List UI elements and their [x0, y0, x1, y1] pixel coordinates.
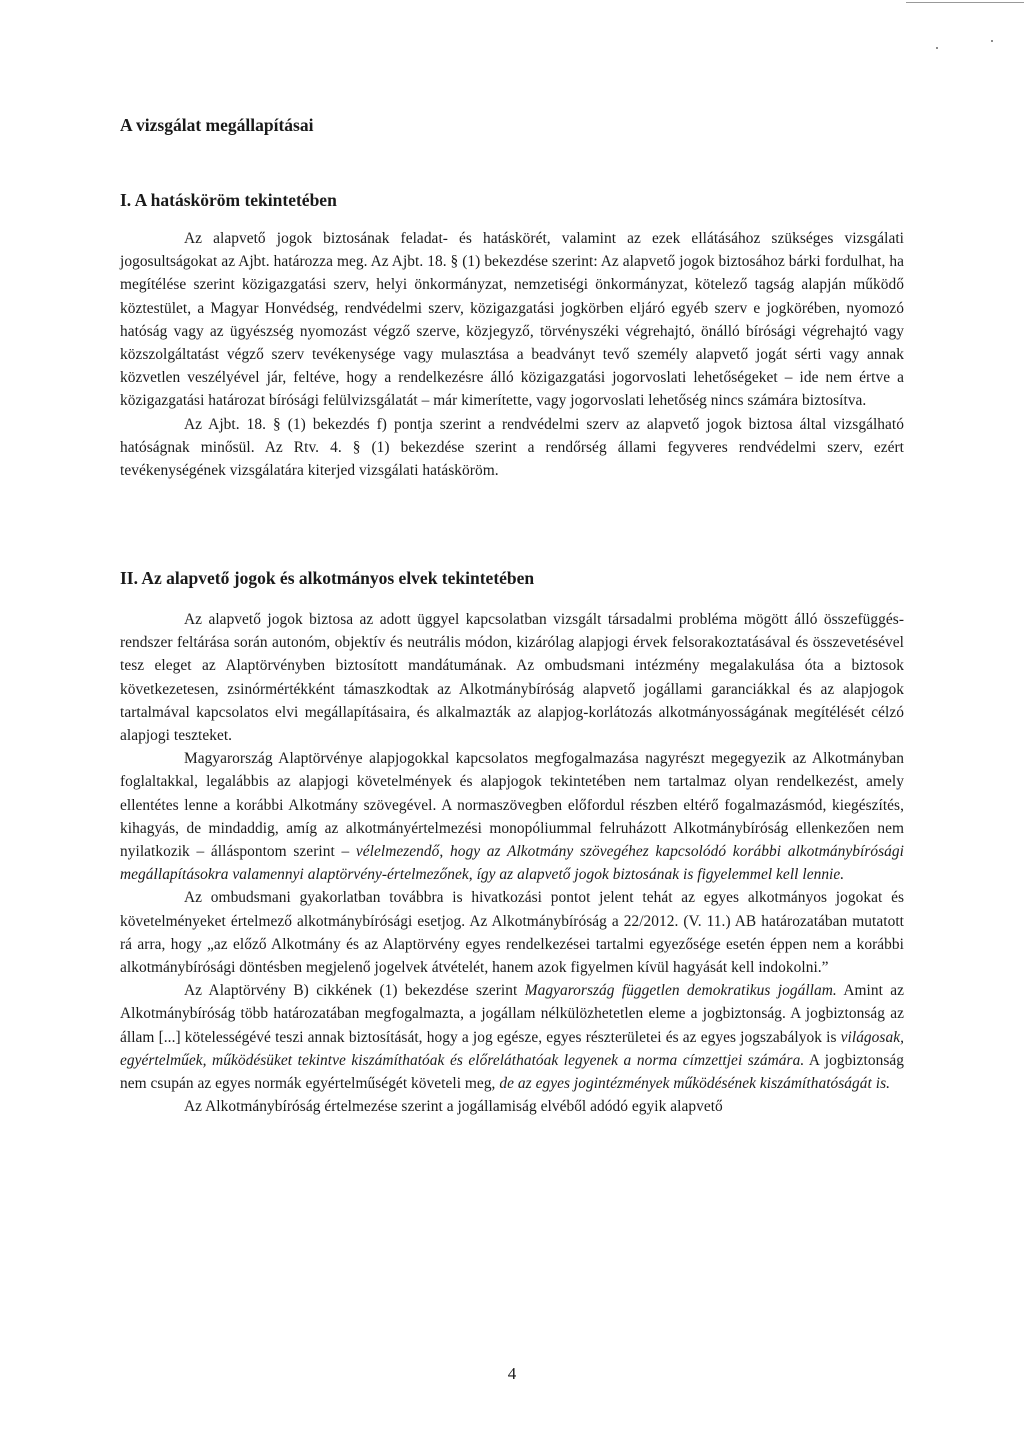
paragraph: Az Ajbt. 18. § (1) bekezdés f) pontja szerint a rendvédelmi szerv az alapvető jogok biztosa által vizsgálható hatóságnak minősül. Az Rtv. 4. § (1) bekezdése szerint a rendőrség állami fegyveres rendvédelmi szerv, ezért tevékenységének vizsgálatára kiterjed vizsgálati hatásköröm. [120, 415, 904, 480]
paragraph-text: Az Alaptörvény B) cikkének (1) bekezdése szerint [184, 982, 518, 1000]
page-number: 4 [507, 1364, 517, 1383]
italic-passage: világosak, egyértelműek, működésüket tekintve kiszámíthatóak és előreláthatóak legyenek a norma címzettjei számára. [120, 1028, 904, 1069]
section-body-competence [120, 227, 904, 482]
italic-passage: vélelmezendő, hogy az Alkotmány szövegéhez kapcsolódó korábbi alkotmánybírósági megállapításokra valamennyi alaptörvény-értelmezőnek, így az alapvető jogok biztosának is figyelemmel kell lennie. [120, 843, 905, 884]
document-title: A vizsgálat megállapításai [120, 115, 314, 135]
scan-speck [936, 47, 938, 49]
section-body-rights [120, 608, 904, 1118]
paragraph [120, 747, 904, 886]
paragraph-text: Magyarország Alaptörvénye alapjogokkal kapcsolatos megfogalmazása nagyrészt megegyezik az Alkotmányban foglaltakkal, legalábbis az alapjogi követelmények és alapjogok tekintetében nem tartalmaz olyan rendelkezést, amely ellentétes lenne a korábbi Alkotmány szövegével. A normaszövegben előfordul részben eltérő fogalmazásmód, kiegészítés, kihagyás, de mindaddig, amíg az alkotmányértelmezési monopóliummal felruházott Alkotmánybíróság ellenkezően nem nyilatkozik – álláspontom szerint – [120, 750, 904, 861]
scan-speck [991, 40, 993, 42]
paragraph: Az ombudsmani gyakorlatban továbbra is hivatkozási pontot jelent tehát az egyes alkotmányos jogokat és követelményeket értelmező alkotmánybírósági esetjog. Az Alkotmánybíróság a 22/2012. (V. 11.) AB határozatában mutatott rá arra, hogy „az előző Alkotmány és az Alaptörvény egyes rendelkezései tartalmi egyezősége esetén éppen nem a korábbi alkotmánybírósági döntésben megjelenő jogelvek átvételét, hanem azok figyelmen kívül hagyását kell indokolni.” [120, 889, 904, 977]
paragraph: Az alapvető jogok biztosa az adott üggyel kapcsolatban vizsgált társadalmi probléma mögött álló összefüggés-rendszer feltárása során autonóm, objektív és neutrális módon, kizárólag alapjogi érvek felsorakoztatásával és összevetésével tesz eleget az Alaptörvényben biztosított mandátumának. Az ombudsmani intézmény megalakulása óta a biztosok következetesen, zsinórmértékként támaszkodtak az Alkotmánybíróság alapvető jogállami garanciákkal és az alapjogok tartalmával kapcsolatos elvi megállapításaira, és alkalmazták az alapjog-korlátozás alkotmányosságának megítélését célzó alapjogi teszteket. [120, 611, 904, 745]
paragraph [120, 979, 904, 1095]
section-heading-rights: II. Az alapvető jogok és alkotmányos elvek tekintetében [120, 568, 535, 588]
italic-passage: de az egyes jogintézmények működésének kiszámíthatóságát is. [499, 1075, 891, 1093]
italic-passage: Magyarország független demokratikus jogállam. [524, 982, 837, 1000]
paragraph-text: Amint az Alkotmánybíróság több határozatában megfogalmazta, a jogállam nélkülözhetetlen eleme a jogbiztonság. A jogbiztonság az állam [...] kötelességévé teszi annak biztosítását, hogy a jog egésze, egyes részterületei és az egyes jogszabályok is [120, 982, 905, 1046]
paragraph: Az alapvető jogok biztosának feladat- és hatáskörét, valamint az ezek ellátásához szükséges vizsgálati jogosultságokat az Ajbt. határozza meg. Az Ajbt. 18. § (1) bekezdése szerint: Az alapvető jogok biztosához bárki fordulhat, ha megítélése szerint közigazgatási szerv, helyi önkormányzat, nemzetiségi önkormányzat, kötelező tagság alapján működő köztestület, a Magyar Honvédség, rendvédelmi szerv, közigazgatási jogkörben eljáró egyéb szerv e jogkörében, nyomozó hatóság vagy az ügyészség nyomozást végző szerve, közjegyző, törvényszéki végrehajtó, önálló bírósági végrehajtó vagy közszolgáltatást végző szerv tevékenysége vagy mulasztása a beadványt tevő személy alapvető jogát sérti vagy annak közvetlen veszélyével jár, feltéve, hogy a rendelkezésre álló közigazgatási jogorvoslati lehetőségeket – ide nem értve a közigazgatási határozat bírósági felülvizsgálatát – már kimerítette, vagy jogorvoslati lehetőség nincs számára biztosítva. [120, 230, 904, 410]
scan-edge-line [906, 2, 1024, 3]
paragraph-text: A jogbiztonság nem csupán az egyes normák egyértelműségét követeli meg, [120, 1051, 904, 1093]
section-heading-competence: I. A hatásköröm tekintetében [120, 190, 337, 210]
paragraph: Az Alkotmánybíróság értelmezése szerint a jogállamiság elvéből adódó egyik alapvető [184, 1098, 723, 1116]
